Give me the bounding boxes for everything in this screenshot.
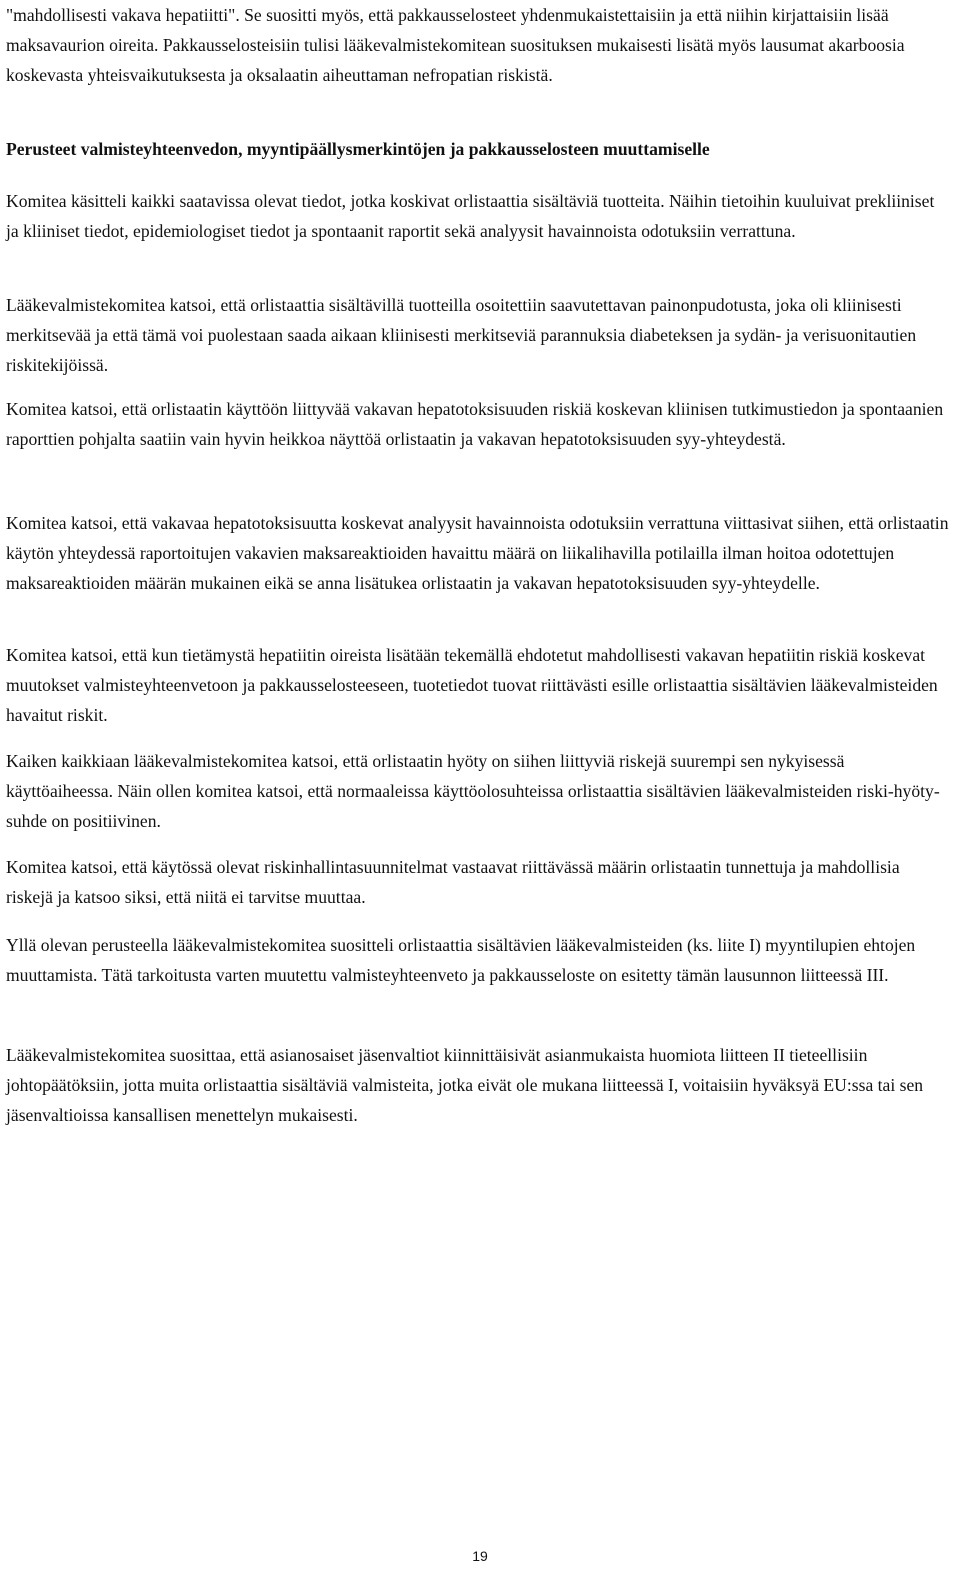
body-paragraph-4: Komitea katsoi, että vakavaa hepatotoksisuutta koskevat analyysit havainnoista odotuksiin verrattuna viittasivat siihen, että orlistaatin käytön yhteydessä raportoitujen vakavien maksareaktioiden havaittu määrä on liikalihavilla potilailla ilman hoitoa odotettujen maksareaktioiden määrän mukainen eikä se anna lisätukea orlistaatin ja vakavan hepatotoksisuuden syy-yhteydelle. xyxy=(6,513,949,593)
body-paragraph-9: Lääkevalmistekomitea suosittaa, että asianosaiset jäsenvaltiot kiinnittäisivät asianmukaista huomiota liitteen II tieteellisiin johtopäätöksiin, jotta muita orlistaattia sisältäviä valmisteita, jotka eivät ole mukana liitteessä I, voitaisiin hyväksyä EU:ssa tai sen jäsenvaltioissa kansallisen menettelyn mukaisesti. xyxy=(6,1045,924,1125)
body-paragraph-8: Yllä olevan perusteella lääkevalmistekomitea suositteli orlistaattia sisältävien lääkevalmisteiden (ks. liite I) myyntilupien ehtojen muuttamista. Tätä tarkoitusta varten muutettu valmisteyhteenveto ja pakkausseloste on esitetty tämän lausunnon liitteessä III. xyxy=(6,935,916,985)
body-paragraph-2: Lääkevalmistekomitea katsoi, että orlistaattia sisältävillä tuotteilla osoitettiin saavutettavan painonpudotusta, joka oli kliinisesti merkitsevää ja että tämä voi puolestaan saada aikaan kliinisesti merkitseviä parannuksia diabeteksen ja sydän- ja verisuonitautien riskitekijöissä. xyxy=(6,295,917,375)
intro-paragraph: "mahdollisesti vakava hepatiitti". Se suositti myös, että pakkausselosteet yhdenmukaistettaisiin ja että niihin kirjattaisiin lisää maksavaurion oireita. Pakkausselosteisiin tulisi lääkevalmistekomitean suosituksen mukaisesti lisätä myös lausumat akarboosia koskevasta yhteisvaikutuksesta ja oksalaatin aiheuttaman nefropatian riskistä. xyxy=(6,5,905,85)
body-paragraph-5: Komitea katsoi, että kun tietämystä hepatiitin oireista lisätään tekemällä ehdotetut mahdollisesti vakavan hepatiitin riskiä koskevat muutokset valmisteyhteenvetoon ja pakkausselosteeseen, tuotetiedot tuovat riittävästi esille orlistaattia sisältävien lääkevalmisteiden havaitut riskit. xyxy=(6,645,938,725)
section-heading: Perusteet valmisteyhteenvedon, myyntipäällysmerkintöjen ja pakkausselosteen muuttamiselle xyxy=(6,139,710,159)
page-number: 19 xyxy=(472,1548,488,1564)
body-paragraph-6: Kaiken kaikkiaan lääkevalmistekomitea katsoi, että orlistaatin hyöty on siihen liittyviä riskejä suurempi sen nykyisessä käyttöaiheessa. Näin ollen komitea katsoi, että normaaleissa käyttöolosuhteissa orlistaattia sisältävien lääkevalmisteiden riski-hyöty-suhde on positiivinen. xyxy=(6,751,940,831)
body-paragraph-7: Komitea katsoi, että käytössä olevat riskinhallintasuunnitelmat vastaavat riittävässä määrin orlistaatin tunnettuja ja mahdollisia riskejä ja katsoo siksi, että niitä ei tarvitse muuttaa. xyxy=(6,857,900,907)
body-paragraph-3: Komitea katsoi, että orlistaatin käyttöön liittyvää vakavan hepatotoksisuuden riskiä koskevan kliinisen tutkimustiedon ja spontaanien raporttien pohjalta saatiin vain hyvin heikkoa näyttöä orlistaatin ja vakavan hepatotoksisuuden syy-yhteydestä. xyxy=(6,399,944,449)
body-paragraph-1: Komitea käsitteli kaikki saatavissa olevat tiedot, jotka koskivat orlistaattia sisältäviä tuotteita. Näihin tietoihin kuuluivat prekliiniset ja kliiniset tiedot, epidemiologiset tiedot ja spontaanit raportit sekä analyysit havainnoista odotuksiin verrattuna. xyxy=(6,191,935,241)
